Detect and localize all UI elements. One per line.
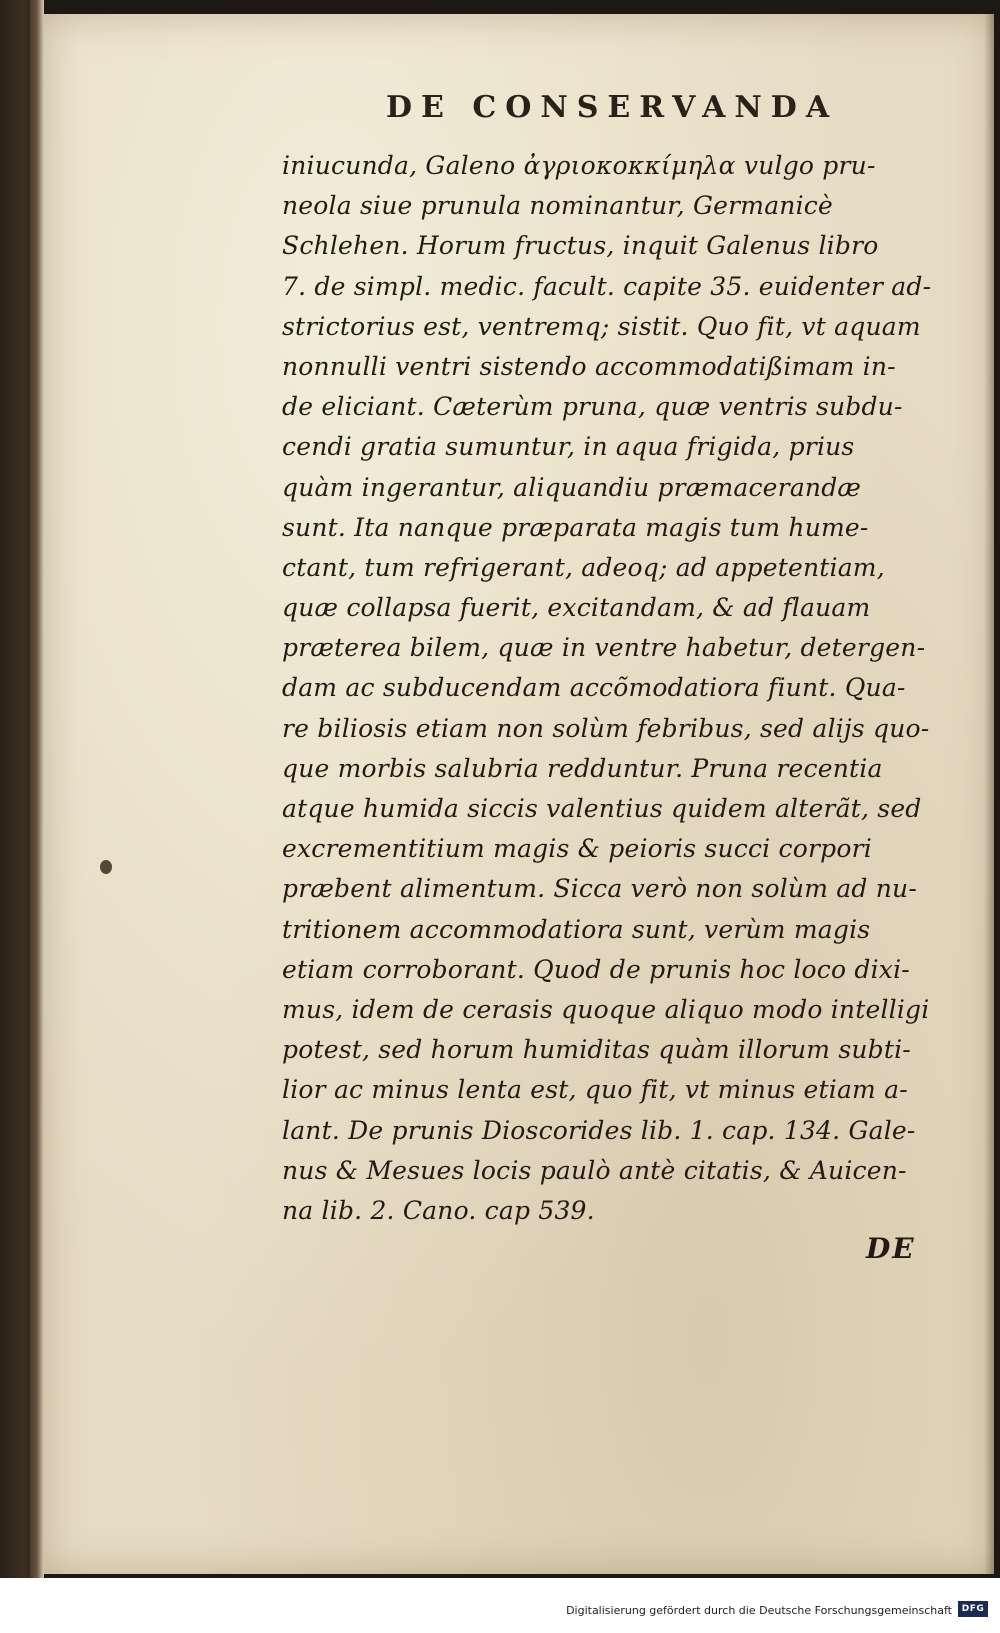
text-line: ctant, tum refrigerant, adeoq; ad appetentiam, bbox=[282, 552, 885, 582]
page-edge-shadow bbox=[984, 14, 994, 1574]
text-line: potest, sed horum humiditas quàm illorum subti- bbox=[282, 1035, 911, 1065]
text-line: re biliosis etiam non solùm febribus, sed alijs quo- bbox=[282, 713, 930, 743]
footer-credit: Digitalisierung gefördert durch die Deutsche Forschungsgemeinschaft bbox=[566, 1604, 952, 1617]
text-line: mus, idem de cerasis quoque aliquo modo intelligi bbox=[282, 994, 930, 1024]
text-line: neola siue prunula nominantur, Germanicè bbox=[282, 191, 833, 221]
text-line: etiam corroborant. Quod de prunis hoc loco dixi- bbox=[282, 954, 910, 984]
text-line: quàm ingerantur, aliquandiu præmacerandæ bbox=[282, 472, 862, 502]
text-line: nonnulli ventri sistendo accommodatißimam in- bbox=[282, 351, 896, 381]
text-line: iniucunda, Galeno ἀγριοκοκκίμηλα vulgo pru- bbox=[282, 151, 876, 180]
binding-edge bbox=[30, 0, 44, 1578]
text-line: dam ac subducendam accõmodatiora fiunt. Qua- bbox=[282, 673, 906, 703]
text-line: sunt. Ita nanque præparata magis tum hume- bbox=[282, 512, 869, 542]
text-line: Schlehen. Horum fructus, inquit Galenus libro bbox=[282, 231, 879, 261]
text-line: nus & Mesues locis paulò antè citatis, & Auicen- bbox=[282, 1155, 907, 1185]
text-line: lior ac minus lenta est, quo fit, vt minus etiam a- bbox=[282, 1075, 908, 1105]
text-line: de eliciant. Cæterùm pruna, quæ ventris subdu- bbox=[282, 392, 903, 422]
text-line: strictorius est, ventremq; sistit. Quo fit, vt aquam bbox=[282, 311, 921, 341]
text-line: præterea bilem, quæ in ventre habetur, detergen- bbox=[282, 633, 926, 663]
ink-spot bbox=[100, 860, 112, 874]
text-line: 7. de simpl. medic. facult. capite 35. euidenter ad- bbox=[282, 271, 932, 301]
running-head: DE CONSERVANDA bbox=[386, 90, 839, 125]
text-line: atque humida siccis valentius quidem alterãt, sed bbox=[282, 794, 922, 823]
text-line: præbent alimentum. Sicca verò non solùm ad nu- bbox=[282, 874, 917, 904]
dfg-logo-icon: DFG bbox=[958, 1601, 988, 1617]
text-line: quæ collapsa fuerit, excitandam, & ad flauam bbox=[282, 593, 871, 623]
text-line: na lib. 2. Cano. cap 539. bbox=[282, 1195, 595, 1225]
catchword: DE bbox=[866, 1232, 916, 1265]
text-line: que morbis salubria redduntur. Pruna recentia bbox=[282, 753, 883, 783]
text-line: excrementitium magis & peioris succi corpori bbox=[282, 834, 872, 864]
body-text bbox=[282, 146, 952, 1231]
text-line: tritionem accommodatiora sunt, verùm magis bbox=[282, 914, 871, 944]
text-line: cendi gratia sumuntur, in aqua frigida, prius bbox=[282, 432, 855, 462]
text-line: lant. De prunis Dioscorides lib. 1. cap. 134. Gale- bbox=[282, 1115, 916, 1145]
